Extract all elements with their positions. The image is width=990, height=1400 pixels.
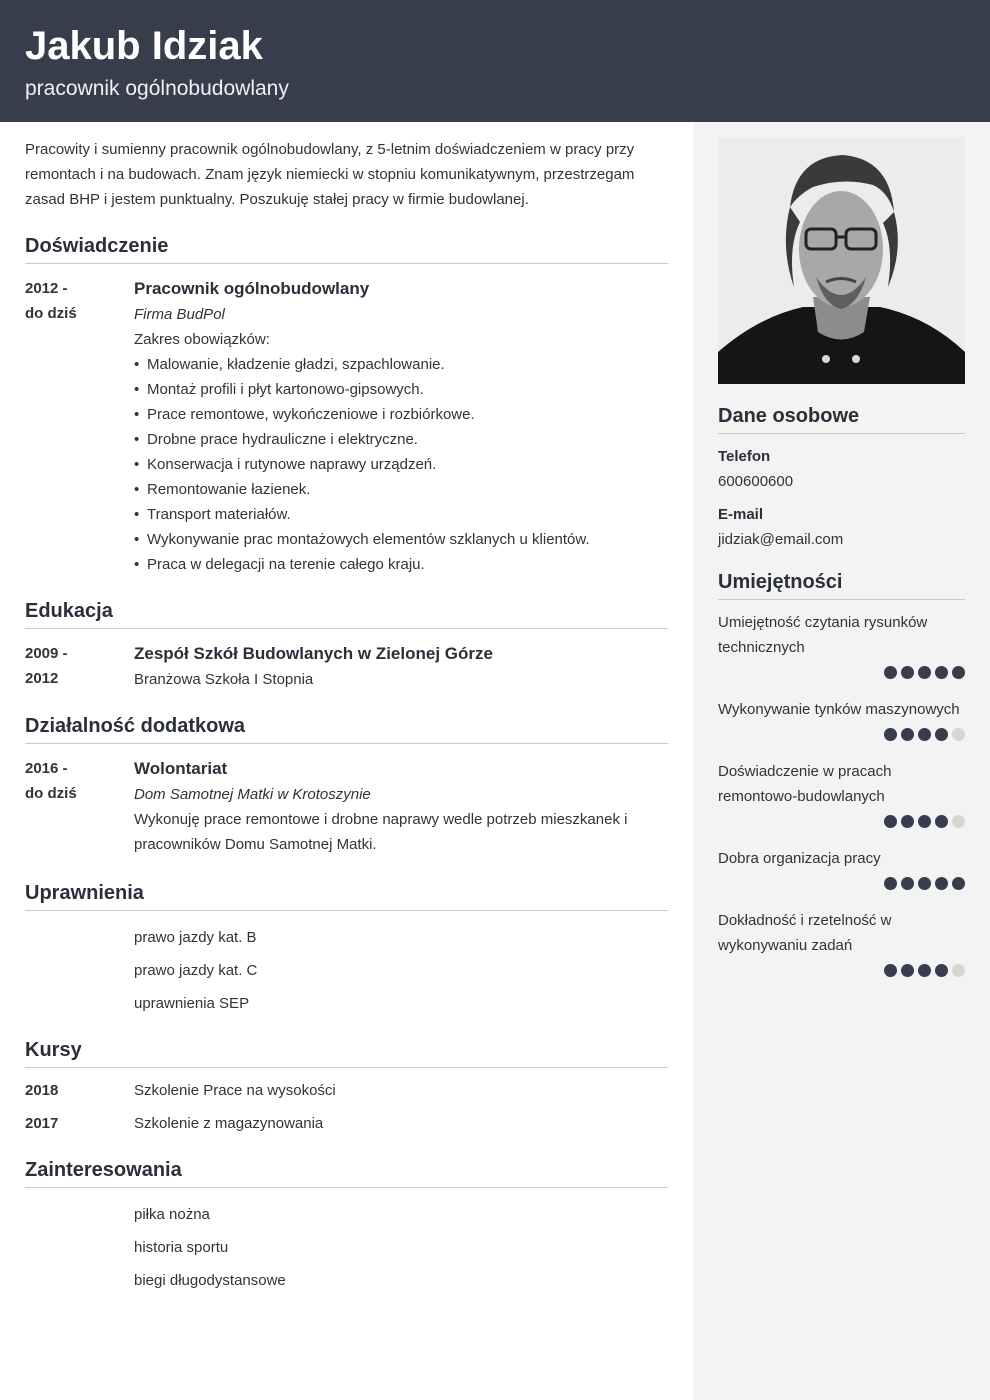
list-item: prawo jazdy kat. B	[134, 929, 257, 946]
list-item: • Remontowanie łazienek.	[134, 477, 668, 502]
rating-dot-empty	[952, 815, 965, 828]
rating-dot-filled	[918, 815, 931, 828]
education-level: Branżowa Szkoła I Stopnia	[134, 671, 314, 688]
skill-name: Umiejętność czytania rysunków technicznych	[718, 614, 928, 656]
skill-name: Wykonywanie tynków maszynowych	[718, 701, 960, 718]
email-label: E-mail	[718, 506, 764, 523]
rating-dot-filled	[952, 877, 965, 890]
section-title-interests: Zainteresowania	[25, 1156, 668, 1188]
skill-rating	[718, 728, 965, 741]
rating-dot-filled	[884, 877, 897, 890]
course-name: Szkolenie Prace na wysokości	[134, 1082, 336, 1099]
rating-dot-filled	[918, 964, 931, 977]
portrait-image	[718, 137, 965, 384]
phone-value: 600600600	[718, 473, 794, 490]
list-item	[25, 1074, 668, 1107]
section-title-courses: Kursy	[25, 1036, 668, 1068]
skill-item	[718, 697, 965, 741]
education-section	[25, 597, 668, 692]
activity-description: Wykonuję prace remontowe i drobne naprawy wedle potrzeb mieszkanek i pracowników Domu Samotnej Matki.	[134, 811, 628, 853]
rating-dot-filled	[935, 666, 948, 679]
experience-dates	[25, 276, 134, 577]
rating-dot-filled	[918, 666, 931, 679]
activity-entry	[25, 756, 668, 857]
courses-list	[25, 1074, 668, 1140]
rating-dot-filled	[952, 666, 965, 679]
list-item: uprawnienia SEP	[134, 995, 250, 1012]
list-item: prawo jazdy kat. C	[134, 962, 258, 979]
courses-section	[25, 1036, 668, 1140]
course-name: Szkolenie z magazynowania	[134, 1115, 324, 1132]
list-item: • Transport materiałów.	[134, 502, 668, 527]
experience-position: Pracownik ogólnobudowlany	[134, 279, 370, 298]
skill-rating	[718, 964, 965, 977]
main-column	[25, 137, 668, 1297]
skill-name: Dobra organizacja pracy	[718, 850, 881, 867]
rating-dot-filled	[884, 728, 897, 741]
profile-photo	[718, 137, 965, 384]
phone-label: Telefon	[718, 448, 771, 465]
skill-name: Dokładność i rzetelność w wykonywaniu zadań	[718, 912, 892, 954]
interests-list	[25, 1198, 668, 1297]
list-item: • Praca w delegacji na terenie całego kraju.	[134, 552, 668, 577]
list-item	[25, 1107, 668, 1140]
skills-section	[718, 568, 965, 995]
skill-rating	[718, 666, 965, 679]
list-item: • Wykonywanie prac montażowych elementów szklanych u klientów.	[134, 527, 668, 552]
section-title-activity: Działalność dodatkowa	[25, 712, 668, 744]
skill-rating	[718, 877, 965, 890]
course-year: 2017	[25, 1115, 59, 1132]
activity-date-from: 2016 -	[25, 760, 68, 777]
activity-section	[25, 712, 668, 857]
personal-section	[718, 402, 965, 552]
rating-dot-empty	[952, 964, 965, 977]
rating-dot-filled	[901, 815, 914, 828]
list-item: biegi długodystansowe	[134, 1272, 286, 1289]
skill-name: Doświadczenie w pracach remontowo-budowlanych	[718, 763, 892, 805]
skills-list	[718, 610, 965, 977]
list-item: • Drobne prace hydrauliczne i elektryczne.	[134, 427, 668, 452]
resume-header	[0, 0, 990, 122]
email-value: jidziak@email.com	[718, 531, 844, 548]
experience-section	[25, 232, 668, 577]
rating-dot-filled	[901, 964, 914, 977]
list-item: historia sportu	[134, 1239, 229, 1256]
list-item: • Prace remontowe, wykończeniowe i rozbiórkowe.	[134, 402, 668, 427]
duties-list	[134, 352, 668, 577]
candidate-role: pracownik ogólnobudowlany	[25, 77, 289, 100]
section-title-education: Edukacja	[25, 597, 668, 629]
rating-dot-filled	[884, 815, 897, 828]
education-entry	[25, 641, 668, 692]
profile-summary: Pracowity i sumienny pracownik ogólnobudowlany, z 5-letnim doświadczeniem w pracy przy remontach i na budowach. Znam język niemiecki w stopniu komunikatywnym, przestrzegam zasad BHP i jestem punktualny. Poszukuję stałej pracy w firmie budowlanej.	[25, 141, 635, 208]
activity-name: Wolontariat	[134, 759, 228, 778]
skill-item	[718, 908, 965, 977]
experience-date-from: 2012 -	[25, 280, 68, 297]
rating-dot-filled	[884, 666, 897, 679]
rating-dot-filled	[918, 877, 931, 890]
rating-dot-filled	[935, 877, 948, 890]
experience-company: Firma BudPol	[134, 306, 225, 323]
activity-place: Dom Samotnej Matki w Krotoszynie	[134, 786, 371, 803]
skill-item	[718, 610, 965, 679]
rating-dot-filled	[935, 964, 948, 977]
education-school: Zespół Szkół Budowlanych w Zielonej Górze	[134, 644, 493, 663]
list-item: • Montaż profili i płyt kartonowo-gipsowych.	[134, 377, 668, 402]
experience-date-to: do dziś	[25, 305, 77, 322]
rating-dot-filled	[918, 728, 931, 741]
candidate-name: Jakub Idziak	[25, 24, 263, 68]
licenses-section	[25, 879, 668, 1020]
rating-dot-filled	[884, 964, 897, 977]
interests-section	[25, 1156, 668, 1297]
education-date-from: 2009 -	[25, 645, 68, 662]
rating-dot-empty	[952, 728, 965, 741]
rating-dot-filled	[901, 728, 914, 741]
section-title-licenses: Uprawnienia	[25, 879, 668, 911]
rating-dot-filled	[901, 666, 914, 679]
section-title-skills: Umiejętności	[718, 568, 965, 600]
section-title-experience: Doświadczenie	[25, 232, 668, 264]
licenses-list	[25, 921, 668, 1020]
list-item: piłka nożna	[134, 1206, 210, 1223]
course-year: 2018	[25, 1082, 59, 1099]
activity-date-to: do dziś	[25, 785, 77, 802]
rating-dot-filled	[935, 728, 948, 741]
skill-rating	[718, 815, 965, 828]
experience-entry	[25, 276, 668, 577]
rating-dot-filled	[901, 877, 914, 890]
skill-item	[718, 759, 965, 828]
section-title-personal: Dane osobowe	[718, 402, 965, 434]
duties-label: Zakres obowiązków:	[134, 331, 270, 348]
rating-dot-filled	[935, 815, 948, 828]
list-item: • Konserwacja i rutynowe naprawy urządzeń.	[134, 452, 668, 477]
skill-item	[718, 846, 965, 890]
education-date-to: 2012	[25, 670, 59, 687]
list-item: • Malowanie, kładzenie gładzi, szpachlowanie.	[134, 352, 668, 377]
